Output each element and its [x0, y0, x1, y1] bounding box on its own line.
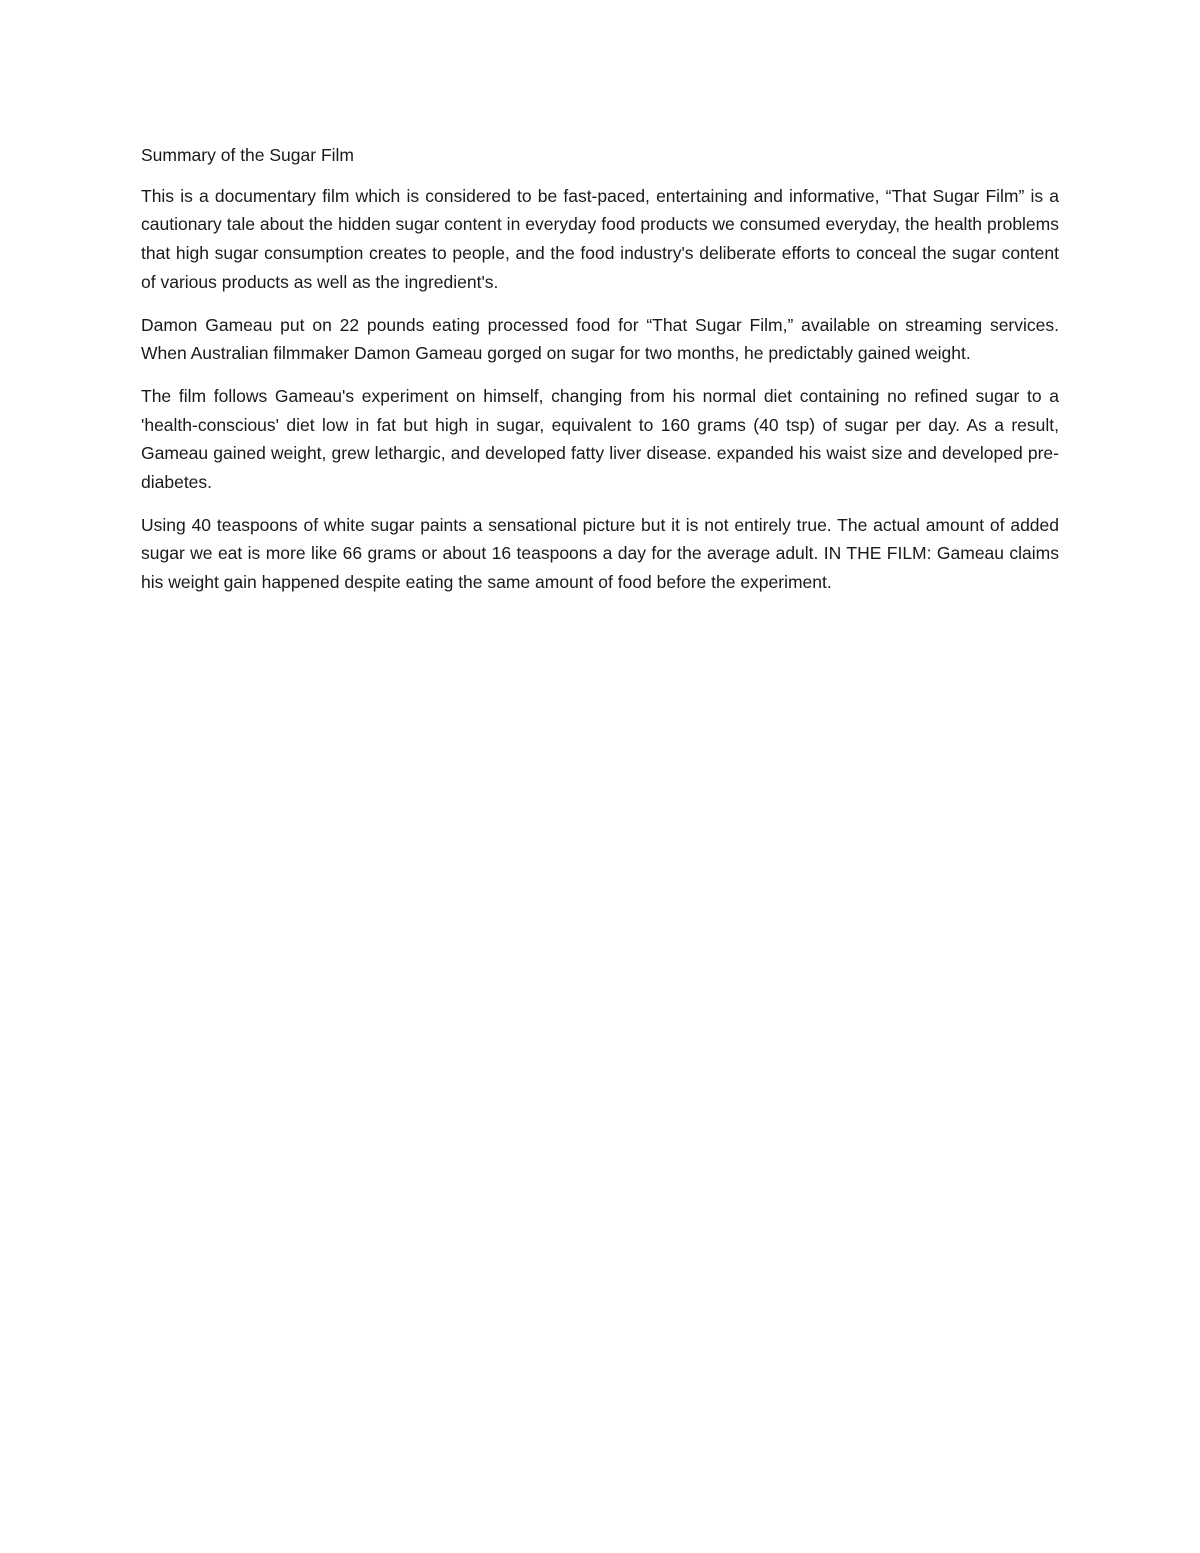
paragraph-damon-gameau: Damon Gameau put on 22 pounds eating processed food for “That Sugar Film,” available on streaming services. When Australian filmmaker Damon Gameau gorged on sugar for two months, he predictably gained weight.: [141, 314, 1059, 364]
paragraph-sugar-amount: Using 40 teaspoons of white sugar paints a sensational picture but it is not entirely true. The actual amount of added sugar we eat is more like 66 grams or about 16 teaspoons a day for the average adult. IN THE FILM: Gameau claims his weight gain happened despite eating the same amount of food before the experiment.: [141, 514, 1059, 593]
document-body: [141, 141, 1059, 597]
paragraph-intro: This is a documentary film which is considered to be fast-paced, entertaining and informative, “That Sugar Film” is a cautionary tale about the hidden sugar content in everyday food products we consumed everyday, the health problems that high sugar consumption creates to people, and the food industry's deliberate efforts to conceal the sugar content of various products as well as the ingredient's.: [141, 185, 1059, 292]
document-title: Summary of the Sugar Film: [141, 145, 354, 165]
paragraph-experiment: The film follows Gameau's experiment on himself, changing from his normal diet containing no refined sugar to a 'health-conscious' diet low in fat but high in sugar, equivalent to 160 grams (40 tsp) of sugar per day. As a result, Gameau gained weight, grew lethargic, and developed fatty liver disease. expanded his waist size and developed pre-diabetes.: [141, 385, 1059, 493]
